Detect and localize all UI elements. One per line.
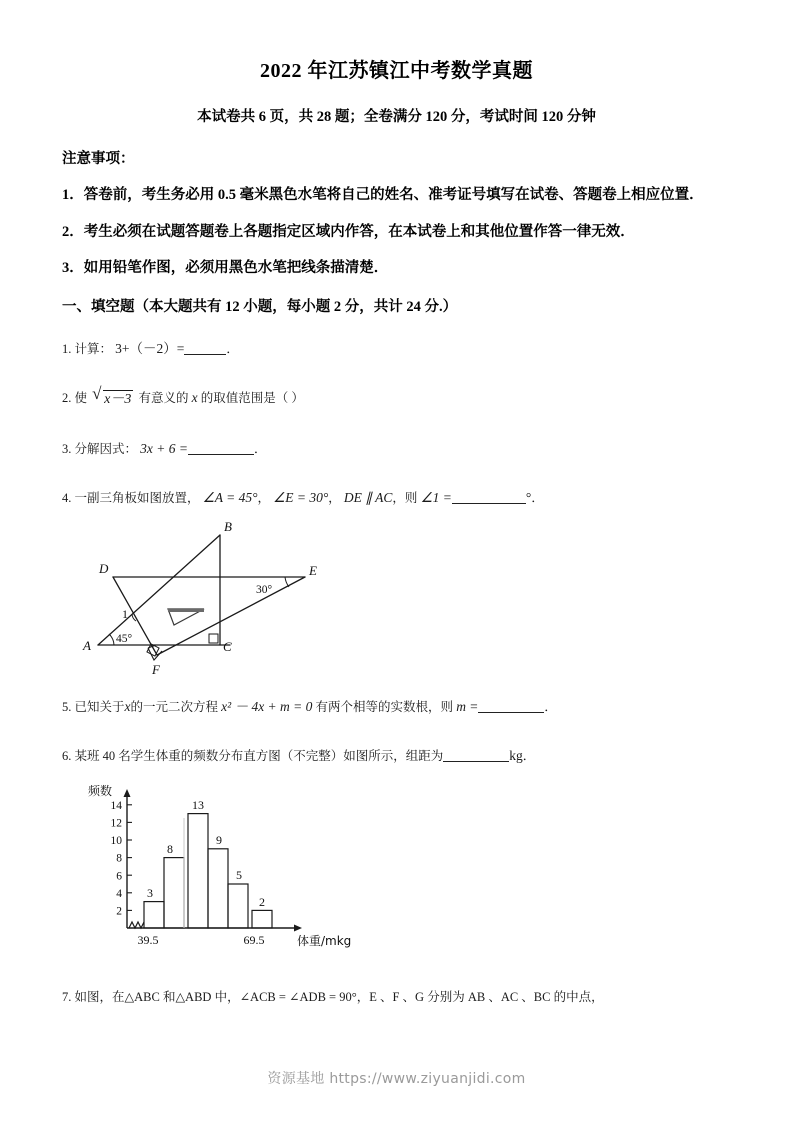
- label-A: A: [83, 637, 91, 653]
- question-text: 分解因式：: [74, 442, 138, 457]
- question-6: [62, 743, 731, 769]
- x-tick-label: 39.5: [137, 933, 159, 948]
- y-tick-label: 2: [116, 905, 122, 918]
- x-tick-labels: [138, 933, 265, 947]
- angle-arc-30: [285, 577, 289, 587]
- right-angle-square-C: [209, 634, 218, 643]
- question-number: 6.: [62, 748, 72, 763]
- label-C: C: [223, 638, 232, 654]
- question-4: [62, 485, 731, 511]
- question-1: [62, 336, 731, 362]
- bar: [164, 858, 184, 928]
- angle-arc-45: [109, 634, 114, 645]
- separator: ，: [257, 491, 271, 506]
- bar-label: 8: [167, 842, 173, 857]
- label-F: F: [152, 661, 160, 677]
- question-expression: 3+（－2）=: [115, 341, 185, 357]
- question-suffix: ．: [544, 699, 557, 714]
- bar-label: 2: [259, 895, 265, 910]
- y-tick-label: 14: [110, 800, 122, 813]
- section-heading-fill-in-blank: 一、填空题（本大题共有 12 小题，每小题 2 分，共计 24 分.）: [62, 299, 458, 316]
- question-text: 如图，在△ABC 和△ABD 中，∠ACB = ∠ADB = 90°，E 、F 、G 分别为 AB 、AC 、BC 的中点，: [74, 990, 604, 1005]
- answer-blank[interactable]: [478, 712, 544, 713]
- histogram-svg: [82, 778, 382, 963]
- question-number: 3.: [62, 442, 72, 457]
- variable-m: m =: [456, 698, 479, 714]
- x-tick-label: 69.5: [243, 933, 265, 948]
- y-tick-label: 4: [116, 888, 122, 901]
- bar: [252, 911, 272, 929]
- label-E: E: [309, 562, 317, 578]
- angle-e-value: ∠E = 30°: [273, 490, 329, 506]
- question-text: 的一元二次方程: [130, 699, 219, 714]
- x-axis-arrow: [294, 925, 302, 932]
- quadratic-equation: x² － 4x + m = 0: [221, 698, 313, 714]
- bar-value-labels: [147, 798, 265, 909]
- question-number: 5.: [62, 699, 72, 714]
- question-text: 一副三角板如图放置，: [74, 491, 200, 506]
- bar: [144, 902, 164, 928]
- segment-AB: [98, 535, 220, 645]
- geometry-figure-q4: [80, 517, 340, 677]
- question-number: 7.: [62, 990, 72, 1005]
- question-suffix: ．: [531, 491, 544, 506]
- x-axis-label: 体重/mkg: [297, 934, 352, 949]
- question-text: 有两个相等的实数根，则: [315, 699, 454, 714]
- question-text: 已知关于: [74, 699, 125, 714]
- y-tick-labels: [111, 800, 123, 918]
- histogram-figure-q6: [82, 778, 382, 963]
- question-number: 4.: [62, 491, 72, 506]
- document-body: [0, 149, 793, 1010]
- question-3: [62, 436, 731, 462]
- question-text: 某班 40 名学生体重的频数分布直方图（不完整）如图所示，组距为: [74, 748, 444, 763]
- y-axis-label: 频数: [88, 784, 113, 799]
- question-7: [62, 986, 731, 1010]
- variable-x: x: [191, 389, 198, 405]
- variable-x: x: [124, 698, 131, 714]
- axis-break-squiggle: [129, 922, 144, 928]
- bar: [208, 849, 228, 928]
- y-tick-label: 8: [116, 853, 122, 866]
- notice-item: 3．如用铅笔作图，必须用黑色水笔把线条描清楚．: [62, 260, 389, 277]
- histogram-bars: [144, 814, 272, 928]
- question-suffix: ．: [522, 748, 536, 763]
- question-text-mid: 有意义的: [138, 390, 189, 405]
- label-angle-30: 30°: [256, 583, 273, 596]
- bar: [188, 814, 208, 928]
- question-text: 计算：: [74, 342, 113, 357]
- y-tick-label: 6: [116, 870, 122, 883]
- y-tick-label: 10: [110, 835, 122, 848]
- y-axis-arrow: [124, 789, 131, 797]
- y-tick-marks: [127, 805, 132, 911]
- angle-a-value: ∠A = 45°: [202, 490, 258, 506]
- page-subtitle: 本试卷共 6 页，共 28 题；全卷满分 120 分，考试时间 120 分钟: [197, 109, 596, 125]
- question-expression: 3x + 6 =: [140, 441, 188, 457]
- bar-label: 5: [236, 868, 242, 883]
- geometry-svg: [80, 517, 340, 677]
- page-title: 2022 年江苏镇江中考数学真题: [260, 60, 533, 82]
- question-number: 2.: [62, 390, 72, 405]
- bar-label: 3: [147, 886, 153, 901]
- degree-unit: °: [525, 490, 532, 506]
- small-ruler-triangle-icon: [168, 609, 204, 625]
- question-suffix: 的取值范围是（ ）: [200, 390, 304, 405]
- watermark: 资源基地 https://www.ziyuanjidi.com: [267, 1071, 526, 1087]
- parallel-statement: DE ∥ AC: [343, 490, 393, 506]
- label-angle-45: 45°: [116, 632, 133, 645]
- question-suffix: ．: [253, 442, 267, 457]
- bar-label: 9: [216, 833, 222, 848]
- answer-blank[interactable]: [188, 454, 254, 455]
- separator: ，则: [392, 491, 418, 506]
- radicand: x－3: [104, 391, 132, 407]
- notice-item: 2．考生必须在试题答题卷上各题指定区域内作答，在本试卷上和其他位置作答一律无效．: [62, 223, 635, 240]
- question-5: [62, 694, 731, 720]
- bar: [228, 884, 248, 928]
- label-D: D: [99, 560, 109, 576]
- unit-kg: kg: [509, 747, 523, 763]
- label-angle-1: 1: [122, 606, 128, 621]
- angle-1-label: ∠1 =: [420, 490, 452, 506]
- answer-blank[interactable]: [443, 761, 509, 762]
- answer-blank[interactable]: [184, 354, 226, 355]
- question-number: 1.: [62, 342, 72, 357]
- notice-heading: 注意事项：: [62, 150, 135, 167]
- label-B: B: [224, 518, 232, 534]
- square-root-expression: [92, 383, 133, 414]
- answer-blank[interactable]: [452, 503, 526, 504]
- radical-sign-icon: √: [92, 383, 102, 403]
- bar-label: 13: [192, 798, 204, 813]
- question-2: [62, 385, 731, 414]
- y-tick-label: 12: [110, 817, 122, 830]
- separator: ，: [328, 491, 341, 506]
- question-text: 使: [74, 390, 88, 405]
- notice-item: 1．答卷前，考生务必用 0.5 毫米黑色水笔将自己的姓名、准考证号填写在试卷、答题卷上相应位置．: [62, 186, 704, 203]
- question-suffix: ．: [226, 342, 239, 357]
